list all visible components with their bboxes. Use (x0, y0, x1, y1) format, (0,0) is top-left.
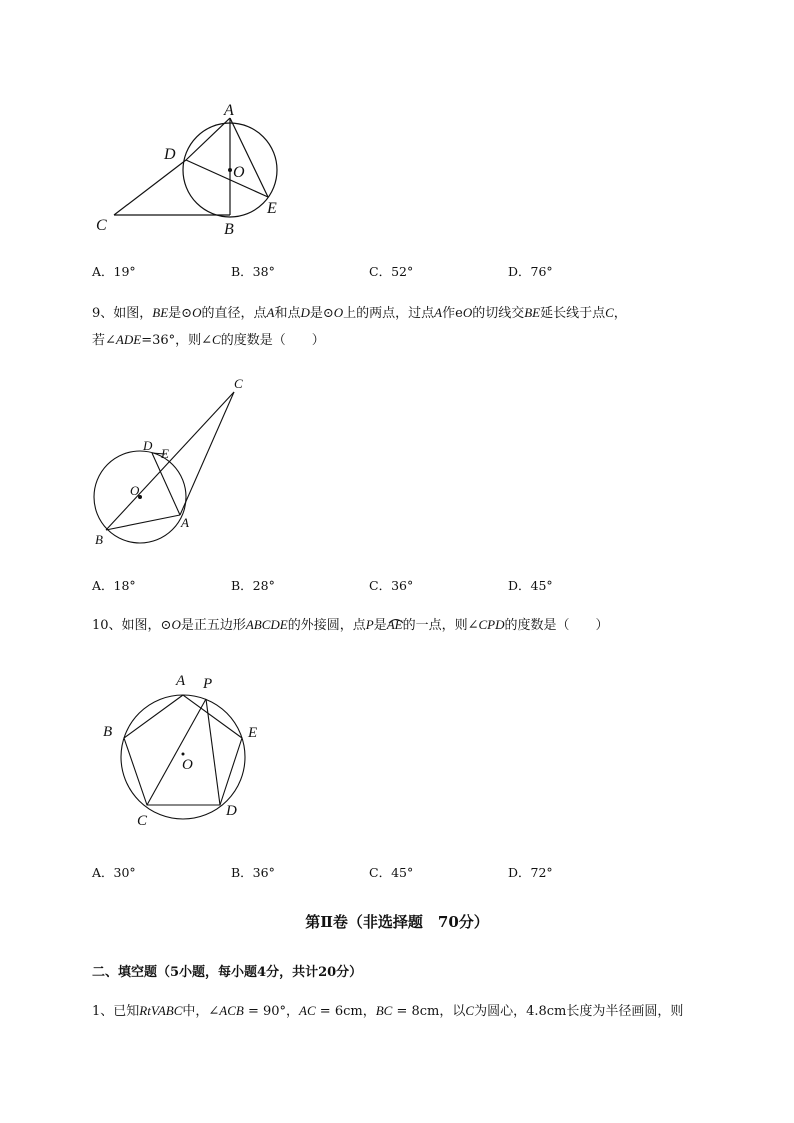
label-o: O (233, 164, 245, 181)
label-e: E (161, 446, 169, 461)
question-9-line-1: 9、如图，BE是⊙O的直径，点A和点D是⊙O上的两点，过点A作eO的切线交BE延长线于点C， (92, 305, 627, 321)
segment-ae (230, 118, 268, 197)
choice-c[interactable]: C．45° (369, 865, 414, 880)
question-9-line-2: 若∠ADE=36°，则∠C的度数是（ ） (92, 332, 325, 348)
label-p: P (203, 676, 213, 692)
question-11: 1、已知RtVABC中，∠ACB = 90°，AC = 6cm，BC = 8cm，以C为圆心，4.8cm长度为半径画圆，则 (92, 1003, 684, 1019)
question-9 (92, 300, 742, 354)
choice-a[interactable]: A．18° (92, 578, 136, 593)
label-o: O (182, 757, 193, 773)
figure-q10 (96, 665, 276, 835)
label-c: C (137, 813, 148, 829)
center-dot (228, 168, 232, 172)
label-b: B (224, 221, 234, 238)
choice-b[interactable]: B．28° (231, 578, 275, 593)
label-d: D (143, 438, 153, 453)
question-10: 10、如图，⊙O是正五边形ABCDE的外接圆，点P是AE 的一点，则∠CPD的度数是（ ） (92, 617, 609, 633)
label-d: D (226, 803, 237, 819)
arc-mark (388, 618, 404, 624)
choice-c[interactable]: C．36° (369, 578, 414, 593)
segment-de (186, 160, 268, 197)
label-a: A (176, 673, 186, 689)
choice-c[interactable]: C．52° (369, 264, 414, 279)
choice-b[interactable]: B．36° (231, 865, 275, 880)
choice-d[interactable]: D．72° (508, 865, 553, 880)
label-e: E (267, 200, 277, 217)
segment-ac (180, 392, 234, 515)
label-e: E (248, 725, 258, 741)
choice-d[interactable]: D．76° (508, 264, 553, 279)
choice-a[interactable]: A．19° (92, 264, 136, 279)
choice-b[interactable]: B．38° (231, 264, 275, 279)
figure-q8 (90, 98, 290, 240)
choice-d[interactable]: D．45° (508, 578, 553, 593)
label-c: C (234, 376, 243, 391)
segment-da (186, 118, 230, 160)
label-b: B (95, 532, 103, 547)
arc-ae: AE (386, 617, 403, 632)
segment-da (152, 453, 180, 515)
label-o: O (130, 483, 140, 498)
label-b: B (103, 724, 113, 740)
choice-a[interactable]: A．30° (92, 865, 136, 880)
pentagon-abcde (124, 695, 242, 805)
label-d: D (164, 146, 176, 163)
segment-bc (106, 392, 234, 530)
section-2-title: 二、填空题（5小题，每小题4分，共计20分） (92, 965, 363, 980)
segment-cd (114, 160, 186, 215)
center-dot (182, 753, 185, 756)
part-2-title: 第Ⅱ卷（非选择题 70分） (305, 913, 489, 931)
label-c: C (96, 217, 107, 234)
figure-q9 (88, 372, 258, 552)
label-a: A (224, 102, 234, 119)
segment-pd (206, 699, 220, 805)
label-a: A (181, 515, 189, 530)
